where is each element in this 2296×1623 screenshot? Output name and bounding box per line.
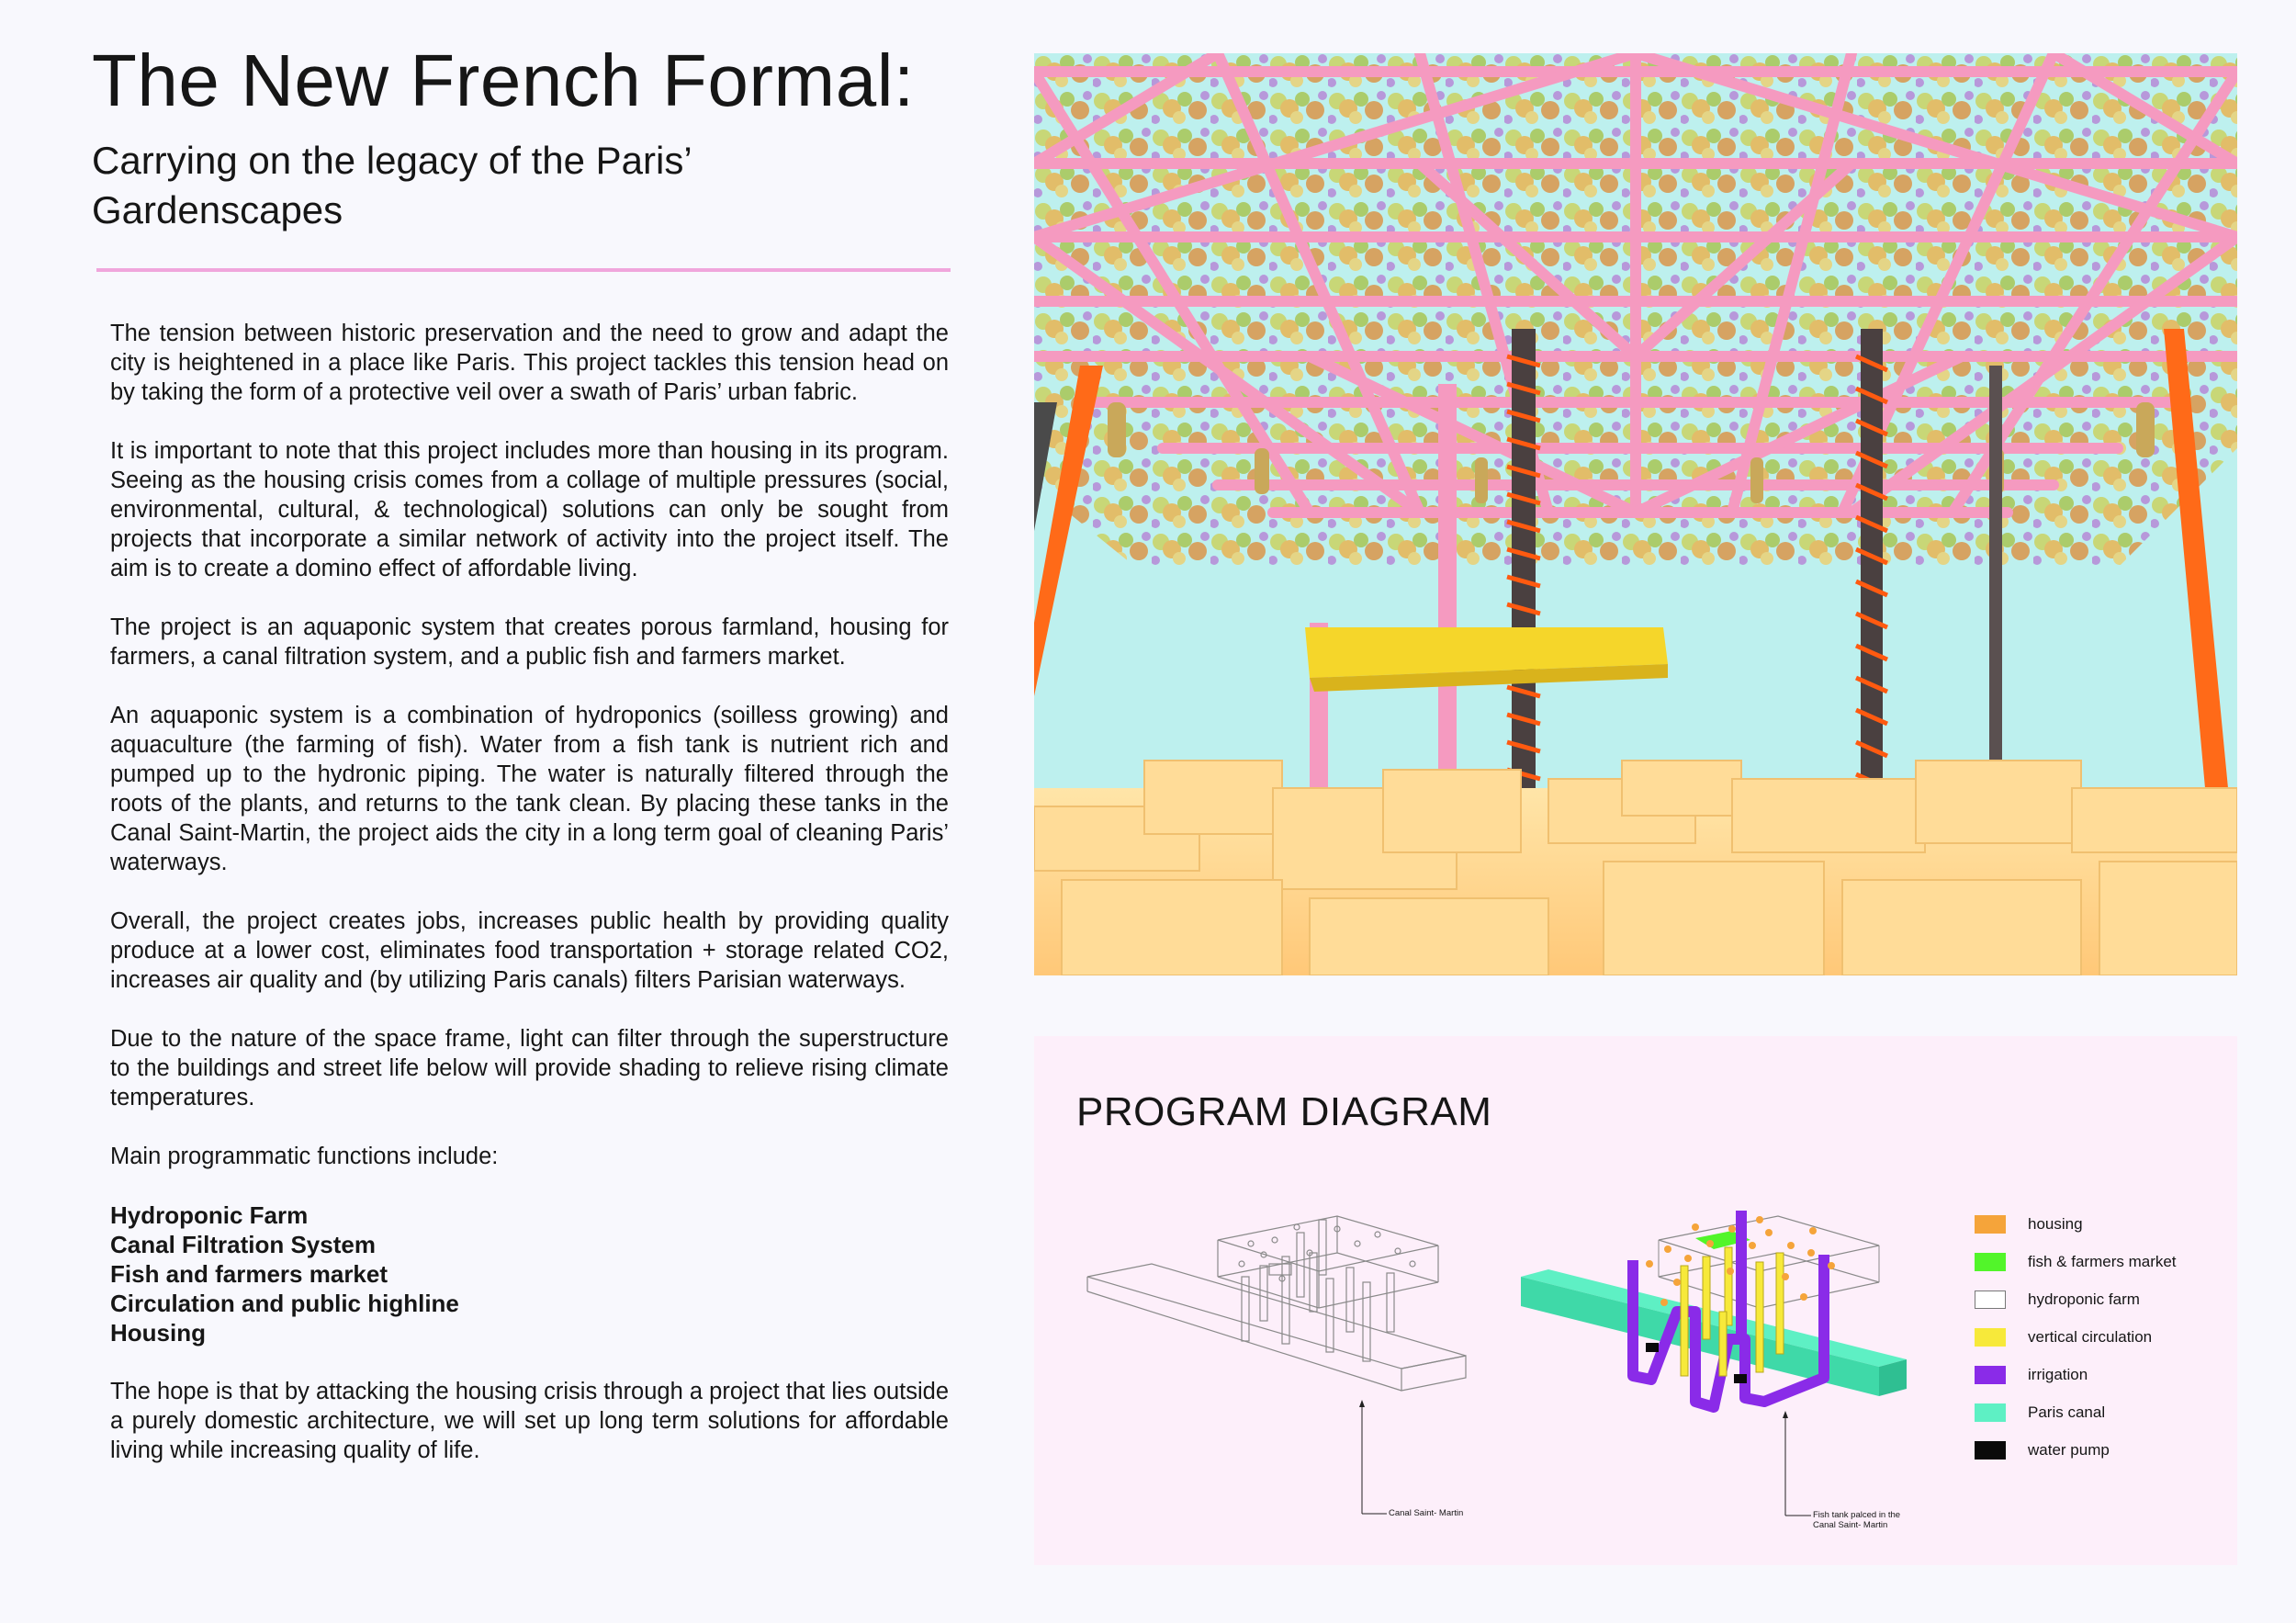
legend-label: Paris canal — [2028, 1403, 2106, 1421]
legend-item-circulation — [1975, 1318, 2177, 1356]
paragraph: Overall, the project creates jobs, increases public health by providing quality produce at a lower cost, eliminates food transportation + storage related CO2, increases air quality and (by utilizing Paris canals) filters Parisian waterways. — [110, 908, 949, 993]
render-illustration — [1034, 53, 2237, 975]
callout-fish-tank-2: Canal Saint- Martin — [1813, 1520, 1888, 1530]
header-divider — [96, 268, 951, 272]
function-item: Fish and farmers market — [110, 1260, 388, 1288]
function-item: Housing — [110, 1319, 206, 1347]
legend-label: vertical circulation — [2028, 1327, 2153, 1346]
legend-label: hydroponic farm — [2028, 1290, 2140, 1308]
legend-label: housing — [2028, 1214, 2083, 1233]
page-title: The New French Formal: — [92, 39, 915, 121]
legend-item-market — [1975, 1243, 2177, 1280]
legend-label: fish & farmers market — [2028, 1252, 2177, 1270]
page-subtitle: Carrying on the legacy of the Paris’ Gardenscapes — [92, 139, 692, 231]
paragraph: An aquaponic system is a combination of hydroponics (soilless growing) and aquaculture (the farming of fish). Water from a fish tank is nutrient rich and pumped up to the hydronic piping. The water is naturally filtered through the roots of the plants, and returns to the tank clean. By placing these tanks in the Canal Saint-Martin, the project aids the city in a long term goal of cleaning Paris’ waterways. — [110, 703, 949, 875]
function-item: Circulation and public highline — [110, 1290, 459, 1317]
paragraph: It is important to note that this project includes more than housing in its program. Seeing as the housing crisis comes from a collage of multiple pressures (social, environmental, cultural, & technological) solutions can only be sought from projects that incorporate a similar network of activity into the project itself. The aim is to create a domino effect of affordable living. — [110, 438, 949, 581]
wireframe-axonometric — [1087, 1216, 1466, 1391]
space-frame-render — [1034, 53, 2237, 975]
legend-swatch — [1975, 1215, 2006, 1234]
legend-item-housing — [1975, 1205, 2177, 1243]
paragraph: Main programmatic functions include: — [110, 1144, 499, 1169]
legend-swatch — [1975, 1253, 2006, 1271]
paragraph: The tension between historic preservation and the need to grow and adapt the city is heightened in a place like Paris. This project tackles this tension head on by taking the form of a protective veil over a swath of Paris’ urban fabric. — [110, 321, 949, 405]
legend-label: irrigation — [2028, 1365, 2088, 1383]
legend-label: water pump — [2028, 1440, 2110, 1459]
legend-item-hydroponic — [1975, 1280, 2177, 1318]
function-item: Hydroponic Farm — [110, 1201, 309, 1229]
legend-swatch — [1975, 1328, 2006, 1347]
legend-item-irrigation — [1975, 1356, 2177, 1393]
legend-swatch — [1975, 1366, 2006, 1384]
diagram-legend — [1975, 1205, 2177, 1469]
legend-swatch — [1975, 1291, 2006, 1309]
functions-list — [110, 1200, 949, 1347]
program-diagram-panel — [1034, 1036, 2237, 1565]
callout-canal: Canal Saint- Martin — [1389, 1508, 1464, 1518]
diagram-title: PROGRAM DIAGRAM — [1076, 1089, 1492, 1134]
legend-item-canal — [1975, 1393, 2177, 1431]
colored-axonometric — [1521, 1211, 1907, 1407]
legend-item-pump — [1975, 1431, 2177, 1469]
project-description — [110, 319, 949, 1494]
function-item: Canal Filtration System — [110, 1231, 376, 1258]
closing-paragraph: The hope is that by attacking the housing crisis through a project that lies outside a purely domestic architecture, we will set up long term solutions for affordable living while increasing quality of life. — [110, 1379, 949, 1463]
legend-swatch — [1975, 1441, 2006, 1460]
callout-fish-tank-1: Fish tank palced in the — [1813, 1510, 1901, 1520]
paragraph: Due to the nature of the space frame, light can filter through the superstructure to the buildings and street life below will provide shading to relieve rising climate temperatures. — [110, 1026, 949, 1110]
legend-swatch — [1975, 1403, 2006, 1422]
paragraph: The project is an aquaponic system that creates porous farmland, housing for farmers, a canal filtration system, and a public fish and farmers market. — [110, 614, 949, 670]
